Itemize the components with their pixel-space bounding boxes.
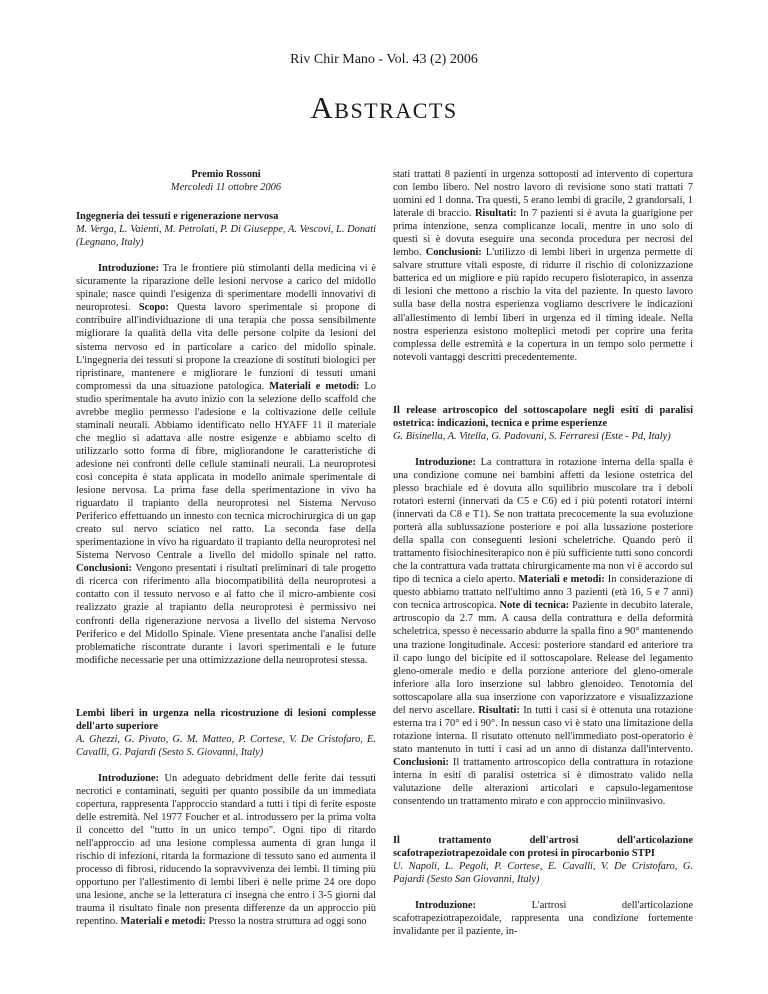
prize-title: Premio Rossoni: [191, 169, 261, 180]
label-risultati: Risultati:: [478, 704, 520, 716]
right-column: [393, 168, 693, 938]
abstract-authors: A. Ghezzi, G. Pivato, G. M. Matteo, P. Cortese, V. De Cristofaro, E. Cavalli, G. Pajardi (Sesto S. Giovanni, Italy): [76, 733, 376, 758]
abstract-title: Lembi liberi in urgenza nella ricostruzione di lesioni complesse dell'arto superiore: [76, 707, 376, 732]
label-risultati: Risultati:: [474, 208, 517, 220]
abstract-title: Il release artroscopico del sottoscapolare negli esiti di paralisi ostetrica: indicazioni, tecnica e prime esperienze: [393, 404, 693, 429]
abstract-body: Introduzione: La contrattura in rotazione interna della spalla è una condizione comune nei bambini affetti da lesione ostetrica del plesso brachiale ed è dovuta allo squilibrio muscolare tra i deboli rotatori esterni (innervati da C5 e C6) ed i più potenti rotatori interni (innervati da C8 e T1). Se non trattata precocemente la sua evoluzione porterà alla sublussazione posteriore e poi alla lussazione posteriore della spalla con conseguenti lesioni scheletriche. Quando però il trattamento fisiochinesiterapico non è più sufficiente tutti sono concordi che la contrattura vada trattata chirurgicamente ma non vi è accordo sul tipo di tecnica a cielo aperto. Materiali e metodi: In considerazione di questo abbiamo trattato nell'ultimo anno 3 pazienti (età 16, 5 e 7 anni) con tecnica artroscopica. Note di tecnica: Paziente in decubito laterale, artroscopio da 2.7 mm. A causa della contrattura e della deformità scheletrica, spesso è necessario abdurre la spalla fino a 90° mantenendo una trazione longitudinale. Accesi: posteriore standard ed anteriore tra il capo lungo del bicipite ed il sottoscapolare. Release del legamento gleno-omerale medio e della porzione anteriore del gleno-omerale inferiore alla loro inserzione sul labbro glenoideo. Tenotomia del sottoscapolare alla sua inserzione con vaporizzatore e visualizzazione del nervo ascellare. Risultati: In tutti i casi si è ottenuta una rotazione esterna tra i 70° ed i 90°. In nessun caso vi è stato una limitazione della rotazione interna. Il risutato ottenuto nell'immediato post-operatorio è stato mantenuto in tutti i casi ad un anno di distanza dall'intervento. Conclusioni: Il trattamento artroscopico della contrattura in rotazione interna in esiti di paralisi ostetrica si è dimostrato valido nella valutazione delle alterazioni articolari e capsulo-legamentose consentendo un trattamento mirato e con approccio miniinvasivo.: [393, 456, 693, 808]
label-materiali: Materiali e metodi:: [518, 574, 605, 586]
abstract-body: stati trattati 8 pazienti in urgenza sottoposti ad intervento di copertura con lembo libero. Nel nostro lavoro di revisione sono stati trattati 7 uomini ed 1 donna. Tra questi, 5 erano lembi di gracile, 2 grandorsali, 1 laterale di braccio. Risultati: In 7 pazienti si è avuta la guarigione per prima intenzione, senza complicanze locali, mentre in uno solo di questi si è dovuta eseguire una seconda procedura per necrosi del lembo. Conclusioni: L'utilizzo di lembi liberi in urgenza permette di salvare strutture vitali esposte, di ridurre il rischio di colonizzazione batterica ed un migliore e più rapido recupero fisioterapico, in assenza di lesioni che mettono a rischio la vita del paziente. In questo lavoro sulla base della nostra esperienza vogliamo descrivere le indicazioni all'allestimento di lembi liberi in urgenza ed il timing ideale. Nella nostra esperienza esistono molteplici metodi per coprire una ferita complessa delle estremità e la copertura in un tempo solo permette i notevoli vantaggi descritti precedentemente.: [393, 169, 693, 363]
label-conclusioni: Conclusioni:: [76, 563, 133, 575]
abstract-body: Introduzione: L'artrosi dell'articolazione scafotrapeziotrapezoidale, rappresenta una condizione fortemente invalidante per il paziente, in-: [393, 900, 693, 938]
section-title: Abstracts: [310, 90, 458, 125]
label-introduzione: Introduzione:: [415, 456, 477, 468]
abstract-authors: U. Napoli, L. Pegoli, P. Cortese, E. Cavalli, V. De Cristofaro, G. Pajardi (Sesto San Giovanni, Italy): [393, 861, 693, 886]
label-tecnica: Note di tecnica:: [499, 600, 570, 612]
label-materiali: Materiali e metodi:: [269, 380, 360, 392]
abstract-title: Ingegneria dei tessuti e rigenerazione nervosa: [76, 211, 279, 223]
abstract-body: Introduzione: Un adeguato debridment delle ferite dai tessuti necrotici e contaminati, seguiti per quanto possibile da un immediata copertura, rappresenta l'approccio standard a tutti i tipi di ferite esposte delle estremità. Nel 1977 Foucher et al. introdussero per la prima volta il concetto del "tutto in un unico tempo". Ogni tipo di ritardo nell'approccio ad una lesione complessa aumenta di gran lunga il rischio di infezioni, ritarda la formazione di tessuto sano ed aumenta il processo di fibrosi, riducendo la sopravvivenza dei lembi. Il timing più opportuno per l'allestimento di lembi liberi è nelle prime 24 ore dopo una lesione, anche se la letteratura ci insegna che entro i 3-5 giorni dal trauma il risultato finale non presenta differenze da un approccio più repentino. Materiali e metodi: Presso la nostra struttura ad oggi sono: [76, 772, 376, 928]
session-date: Mercoledì 11 ottobre 2006: [170, 182, 282, 194]
label-introduzione: Introduzione:: [415, 900, 477, 912]
label-conclusioni: Conclusioni:: [393, 756, 450, 768]
abstract-authors: M. Verga, L. Vaienti, M. Petrolati, P. Di Giuseppe, A. Vescovi, L. Donati (Legnano, Italy): [76, 224, 376, 249]
abstract-title: Il trattamento dell'artrosi dell'articolazione scafotrapeziotrapezoidale con protesi in pirocarbonio STPI: [393, 835, 693, 860]
left-column: [76, 168, 376, 928]
label-materiali: Materiali e metodi:: [120, 916, 206, 928]
label-conclusioni: Conclusioni:: [425, 247, 482, 259]
label-introduzione: Introduzione:: [98, 263, 160, 275]
label-scopo: Scopo:: [138, 302, 169, 314]
label-introduzione: Introduzione:: [98, 772, 160, 784]
abstract-body: Introduzione: Tra le frontiere più stimolanti della medicina vi è sicuramente la riparazione delle lesioni nervose a carico del midollo spinale; nasce quindi l'esigenza di sperimentare modelli innovativi di neuroprotesi. Scopo: Questa lavoro sperimentale si propone di contribuire all'individuazione di una terapia che possa sensibilmente migliorare la qualità della vita delle persone colpite da lesioni del sistema nervoso ed in particolare a carico del midollo spinale. L'ingegneria dei tessuti si propone la creazione di sostituti biologici per ripristinare, mantenere e migliorare le funzioni di tessuti umani compromessi da una situazione patologica. Materiali e metodi: Lo studio sperimentale ha avuto inizio con la selezione dello scaffold che avrebbe meglio permesso l'adesione e la coltivazione delle cellule staminali neurali. Abbiamo identificato nello HYAFF 11 il materiale che meglio si adattava alle nostre esigenze e abbiamo scelto di utilizzarlo sotto forma di fibre, migliorandone le caratteristiche di adesione nei confronti delle cellule staminali neurali. La neuroprotesi così concepita è stata applicata in modello animale sperimentale di lesione nervosa. La prima fase della sperimentazione in vivo ha riguardato il trapianto della neuroprotesi nel Sistema Nervoso Periferico effettuando un innesto con tecnica microchirurgica di un gap creato sul nervo sciatico nel ratto. La seconda fase della sperimentazione in vivo ha riguardato il trapianto della neuroprotesi nel Sistema Nervoso Centrale a livello del midollo spinale nel ratto. Conclusioni: Vengono presentati i risultati preliminari di tale progetto di ricerca con riferimento alla biocompatibilità della neuroprotesi a contatto con il tessuto nervoso e al fatto che il micro-ambiente così realizzato grazie al trapianto della neuroprotesi è permissivo nei confronti della rigenerazione nervosa a livello del sistema Nervoso Periferico e del Midollo Spinale. Viene presentata anche l'analisi delle problematiche riscontrate durante i lavori sperimentali e le future modifiche necessarie per una ottimizzazione della neuroprotesi stessa.: [76, 263, 376, 666]
abstract-authors: G. Bisinella, A. Vitella, G. Padovani, S. Ferraresi (Este - Pd, Italy): [393, 430, 671, 442]
journal-header: Riv Chir Mano - Vol. 43 (2) 2006: [290, 52, 478, 67]
